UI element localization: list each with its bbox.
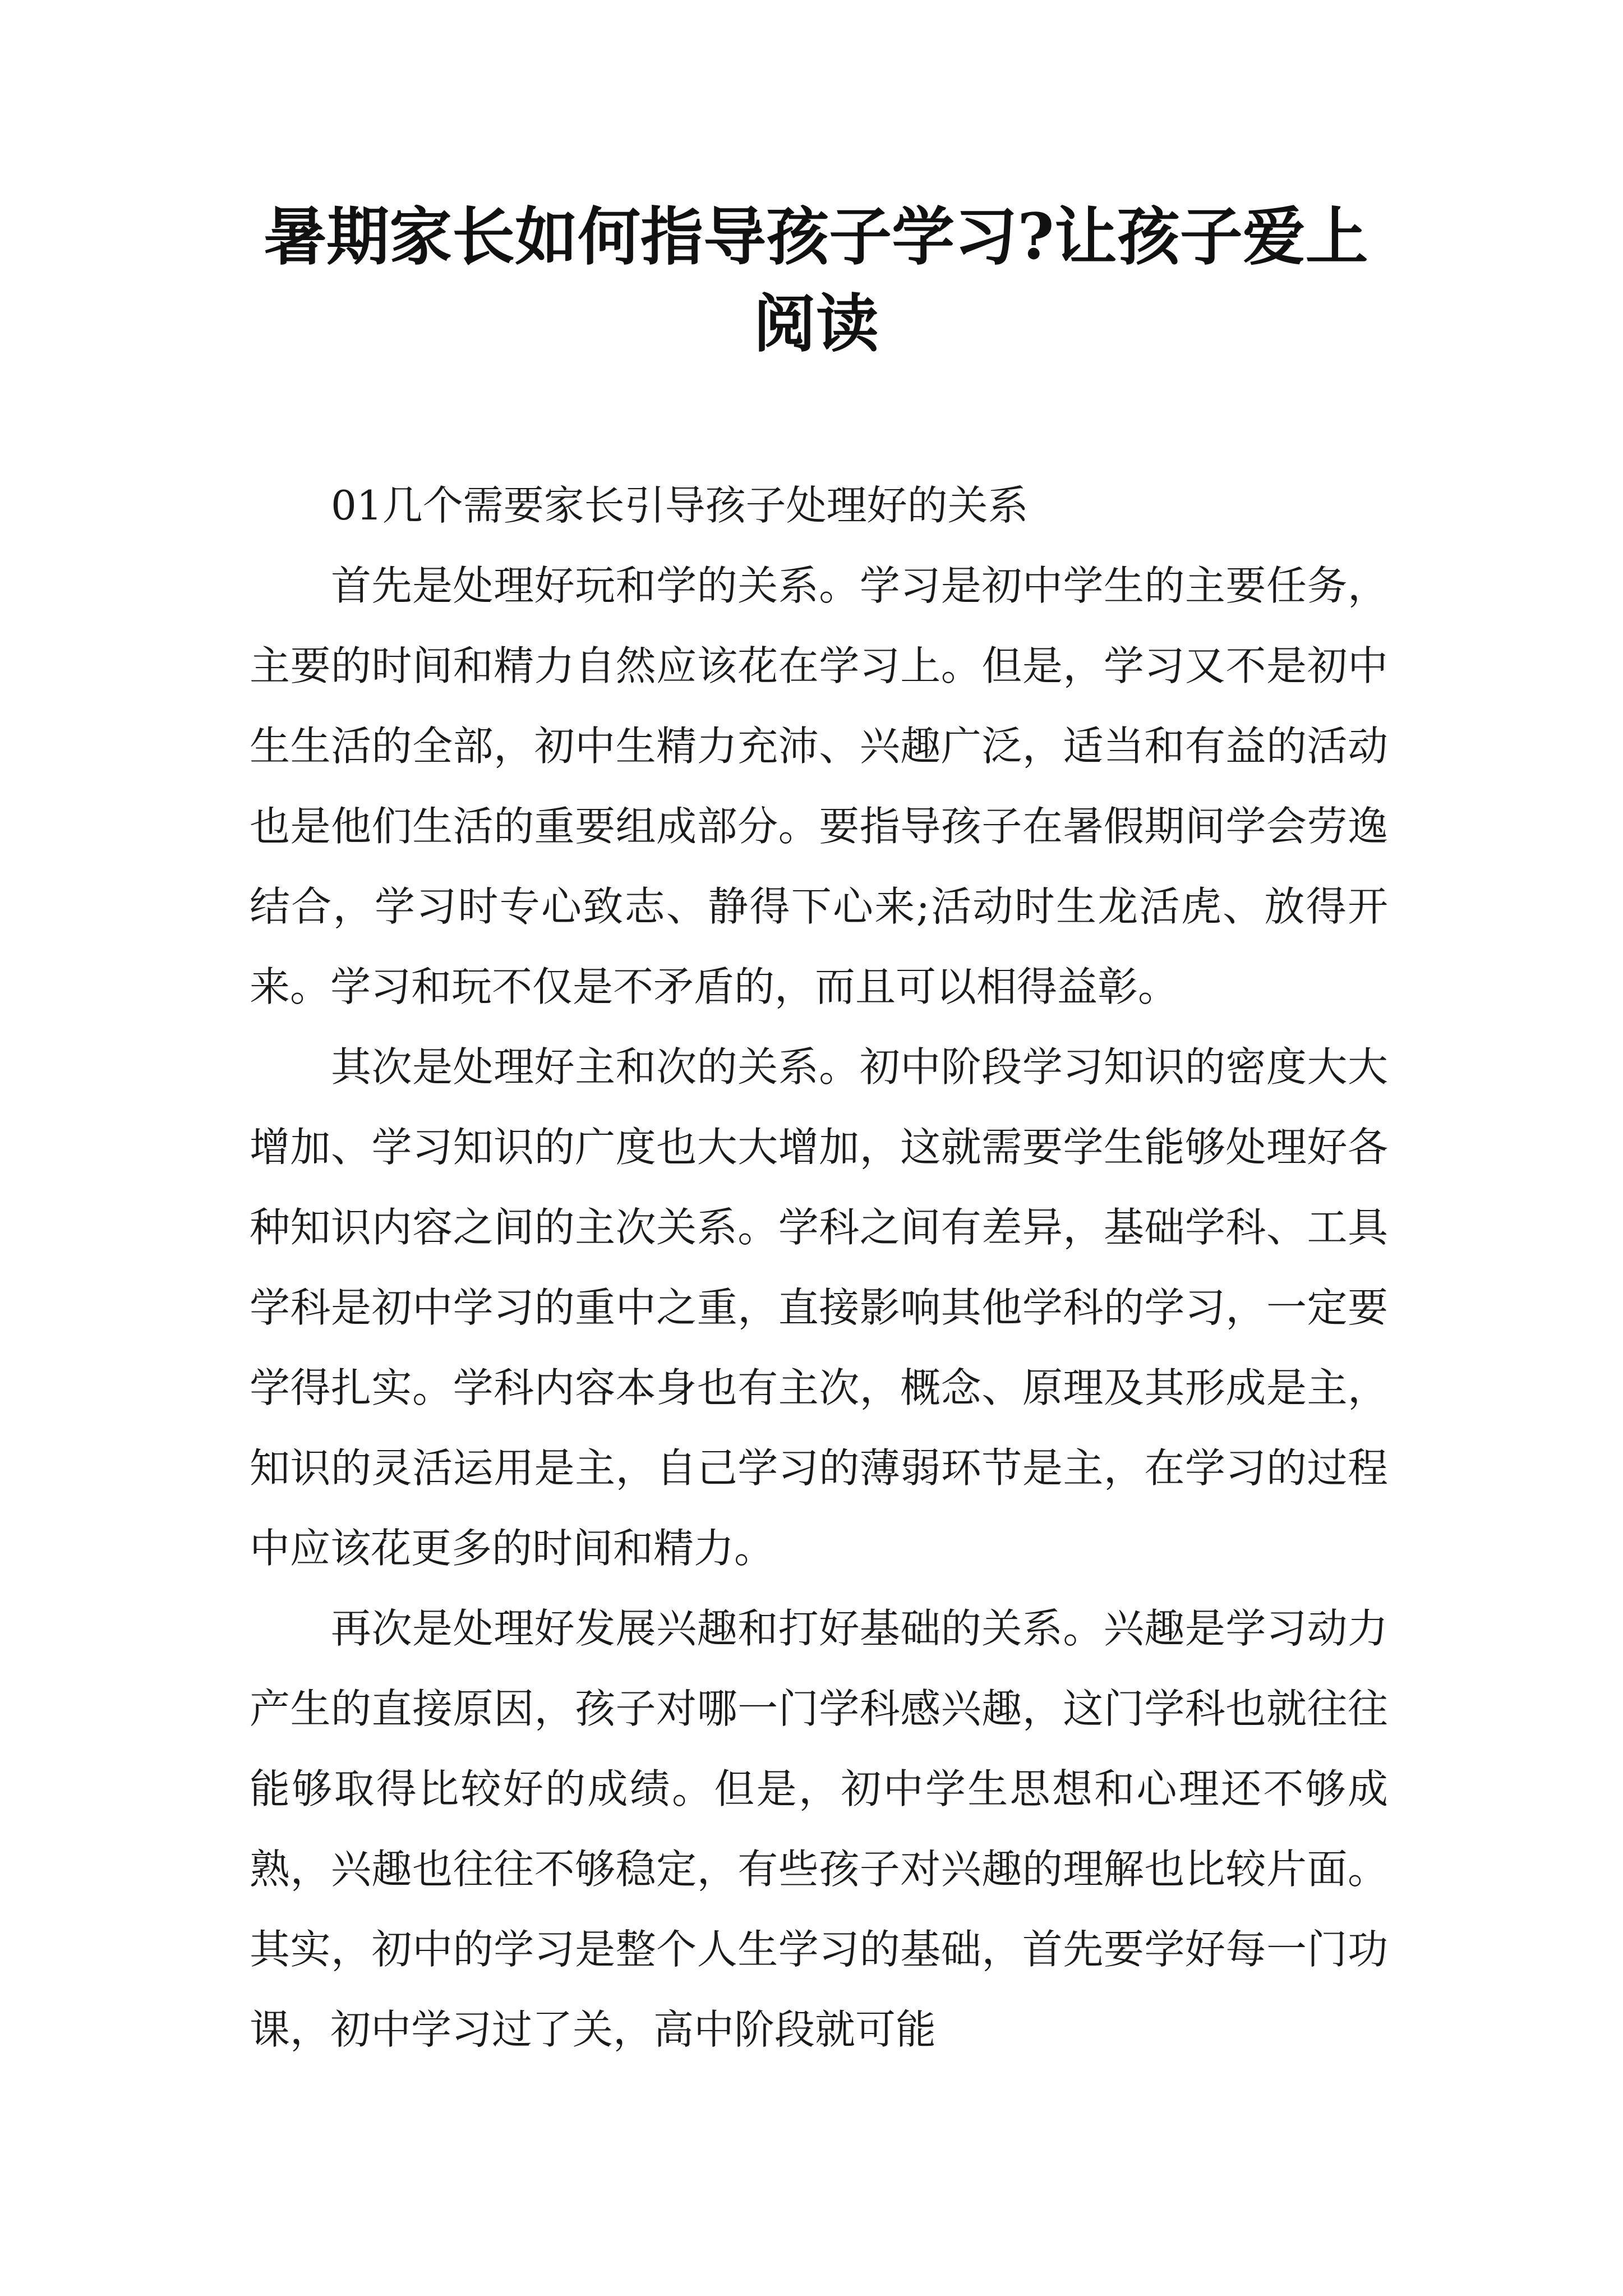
paragraph-interest-and-foundation: 再次是处理好发展兴趣和打好基础的关系。兴趣是学习动力产生的直接原因，孩子对哪一门学科感兴趣，这门学科也就往往能够取得比较好的成绩。但是，初中学生思想和心理还不够成熟，兴趣也往往不够稳定，有些孩子对兴趣的理解也比较片面。其实，初中的学习是整个人生学习的基础，首先要学好每一门功课，初中学习过了关，高中阶段就可能	[250, 1605, 1388, 2053]
paragraph-primary-and-secondary: 其次是处理好主和次的关系。初中阶段学习知识的密度大大增加、学习知识的广度也大大增加，这就需要学生能够处理好各种知识内容之间的主次关系。学科之间有差异，基础学科、工具学科是初中学习的重中之重，直接影响其他学科的学习，一定要学得扎实。学科内容本身也有主次，概念、原理及其形成是主，知识的灵活运用是主，自己学习的薄弱环节是主，在学习的过程中应该花更多的时间和精力。	[250, 1043, 1388, 1572]
paragraph-play-and-study: 首先是处理好玩和学的关系。学习是初中学生的主要任务，主要的时间和精力自然应该花在学习上。但是，学习又不是初中生生活的全部，初中生精力充沛、兴趣广泛，适当和有益的活动也是他们生活的重要组成部分。要指导孩子在暑假期间学会劳逸结合，学习时专心致志、静得下心来;活动时生龙活虎、放得开来。学习和玩不仅是不矛盾的，而且可以相得益彰。	[250, 562, 1388, 1010]
document-body	[250, 466, 1388, 2070]
section-heading: 01几个需要家长引导孩子处理好的关系	[331, 482, 1029, 529]
document-title: 暑期家长如何指导孩子学习?让孩子爱上阅读	[264, 200, 1368, 361]
